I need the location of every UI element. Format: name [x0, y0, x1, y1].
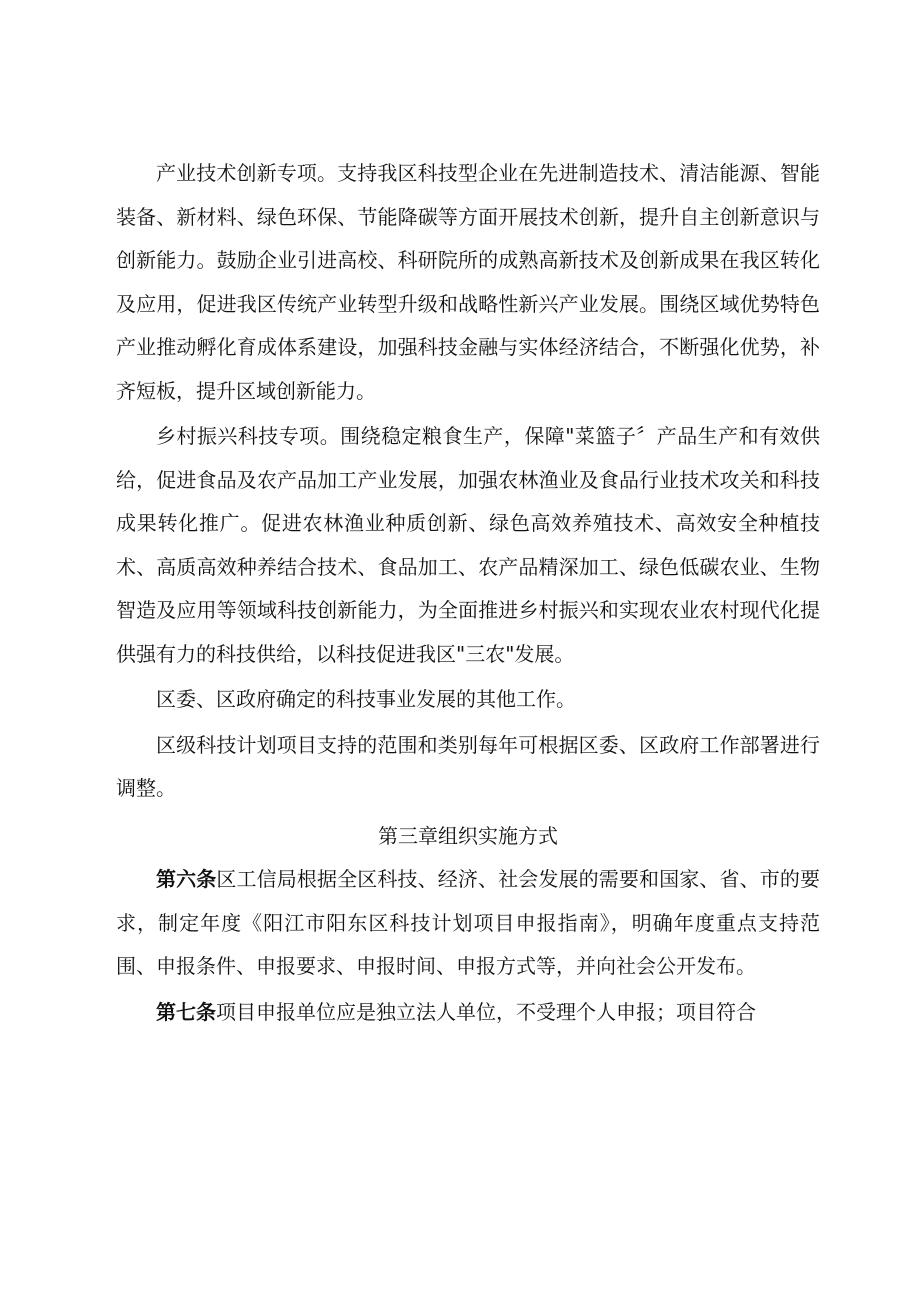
paragraph-rural-revitalization: 乡村振兴科技专项。围绕稳定粮食生产，保障"菜篮子〞产品生产和有效供给，促进食品及农产品加工产业发展，加强农林渔业及食品行业技术攻关和科技成果转化推广。促进农林渔业种质创新、绿色高效养殖技术、高效安全种植技术、高质高效种养结合技术、食品加工、农产品精深加工、绿色低碳农业、生物智造及应用等领域科技创新能力，为全面推进乡村振兴和实现农业农村现代化提供强有力的科技供给，以科技促进我区"三农"发展。 — [116, 424, 820, 666]
article-six-text: 区工信局根据全区科技、经济、社会发展的需要和国家、省、市的要求，制定年度《阳江市阳东区科技计划项目申报指南》，明确年度重点支持范围、申报条件、申报要求、申报时间、申报方式等，并向社会公开发布。 — [116, 867, 820, 978]
article-seven-text: 项目申报单位应是独立法人单位，不受理个人申报；项目符合 — [216, 999, 756, 1024]
article-six — [116, 858, 820, 989]
paragraph-scope-adjustment: 区级科技计划项目支持的范围和类别每年可根据区委、区政府工作部署进行调整。 — [116, 732, 820, 800]
paragraph-other-work: 区委、区政府确定的科技事业发展的其他工作。 — [156, 687, 576, 711]
article-six-label: 第六条 — [156, 867, 217, 891]
article-seven-label: 第七条 — [156, 999, 216, 1024]
chapter-heading: 第三章组织实施方式 — [378, 823, 558, 848]
paragraph-industrial-innovation: 产业技术创新专项。支持我区科技型企业在先进制造技术、清洁能源、智能装备、新材料、绿色环保、节能降碳等方面开展技术创新，提升自主创新意识与创新能力。鼓励企业引进高校、科研院所的成熟高新技术及创新成果在我区转化及应用，促进我区传统产业转型升级和战略性新兴产业发展。围绕区域优势特色产业推动孵化育成体系建设，加强科技金融与实体经济结合，不断强化优势，补齐短板，提升区域创新能力。 — [116, 161, 820, 403]
article-seven — [116, 991, 820, 1035]
document-body — [116, 152, 820, 1034]
